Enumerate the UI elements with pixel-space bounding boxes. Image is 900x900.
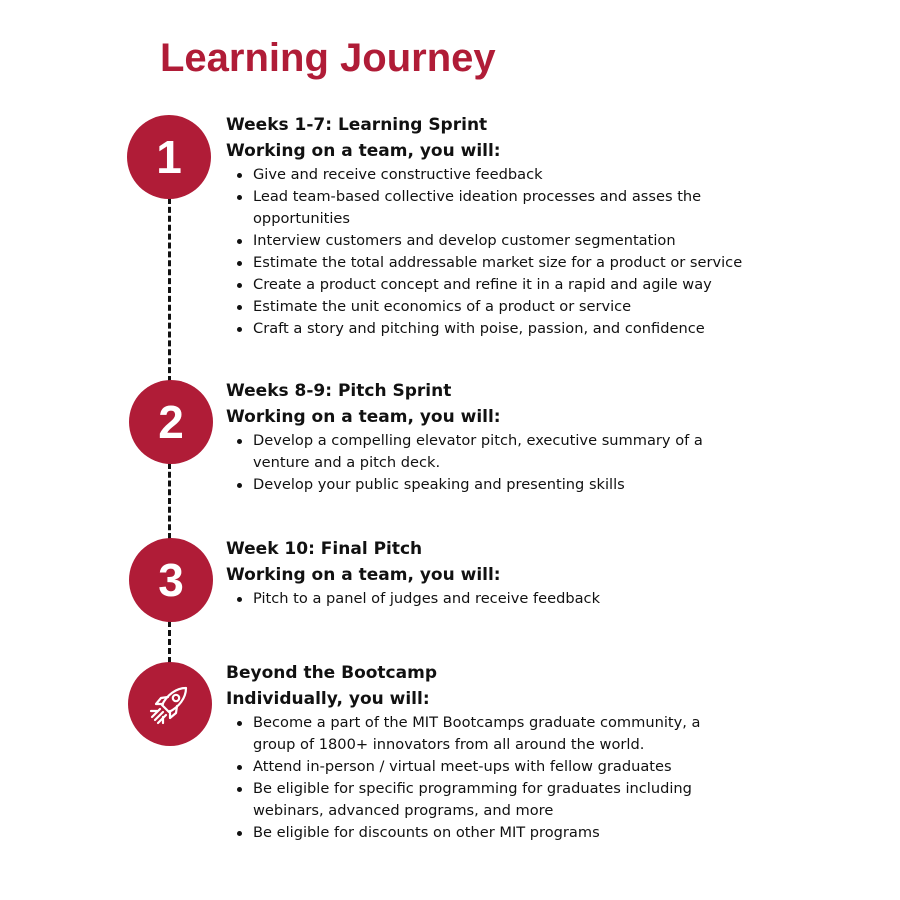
- list-item: Estimate the unit economics of a product or service: [226, 296, 786, 318]
- list-item: Pitch to a panel of judges and receive feedback: [226, 588, 786, 610]
- stage-subheading: Working on a team, you will:: [226, 407, 501, 427]
- stage-items: [226, 164, 786, 340]
- stage-beyond-bootcamp: [226, 660, 746, 844]
- step-marker-4: [128, 662, 212, 746]
- stage-pitch-sprint: [226, 378, 746, 496]
- list-item: Attend in-person / virtual meet-ups with fellow graduates: [226, 756, 746, 778]
- step-number: 1: [156, 131, 182, 183]
- list-item: Become a part of the MIT Bootcamps graduate community, a group of 1800+ innovators from all around the world.: [226, 712, 746, 756]
- list-item: Estimate the total addressable market size for a product or service: [226, 252, 786, 274]
- step-marker-1: [127, 115, 211, 199]
- step-marker-2: [129, 380, 213, 464]
- stage-items: [226, 588, 786, 610]
- timeline-connector-2: [168, 463, 171, 539]
- list-item: Be eligible for specific programming for graduates including webinars, advanced programs, and more: [226, 778, 746, 822]
- stage-heading: Week 10: Final Pitch: [226, 539, 423, 559]
- stage-learning-sprint: [226, 112, 786, 340]
- stage-subheading: Working on a team, you will:: [226, 565, 501, 585]
- stage-heading: Beyond the Bootcamp: [226, 663, 437, 683]
- stage-heading: Weeks 8-9: Pitch Sprint: [226, 381, 452, 401]
- stage-items: [226, 712, 746, 844]
- page-title: Learning Journey: [160, 36, 496, 80]
- list-item: Interview customers and develop customer segmentation: [226, 230, 786, 252]
- list-item: Develop a compelling elevator pitch, executive summary of a venture and a pitch deck.: [226, 430, 746, 474]
- list-item: Give and receive constructive feedback: [226, 164, 786, 186]
- stage-subheading: Working on a team, you will:: [226, 141, 501, 161]
- list-item: Be eligible for discounts on other MIT programs: [226, 822, 746, 844]
- stage-subheading: Individually, you will:: [226, 689, 430, 709]
- stage-items: [226, 430, 746, 496]
- list-item: Create a product concept and refine it in a rapid and agile way: [226, 274, 786, 296]
- timeline-connector-3: [168, 621, 171, 663]
- rocket-icon: [142, 676, 198, 732]
- timeline-connector-1: [168, 198, 171, 382]
- step-number: 2: [158, 396, 184, 448]
- step-number: 3: [158, 554, 184, 606]
- list-item: Develop your public speaking and presenting skills: [226, 474, 746, 496]
- step-marker-3: [129, 538, 213, 622]
- stage-final-pitch: [226, 536, 786, 610]
- list-item: Craft a story and pitching with poise, passion, and confidence: [226, 318, 786, 340]
- stage-heading: Weeks 1-7: Learning Sprint: [226, 115, 488, 135]
- list-item: Lead team-based collective ideation processes and asses the opportunities: [226, 186, 786, 230]
